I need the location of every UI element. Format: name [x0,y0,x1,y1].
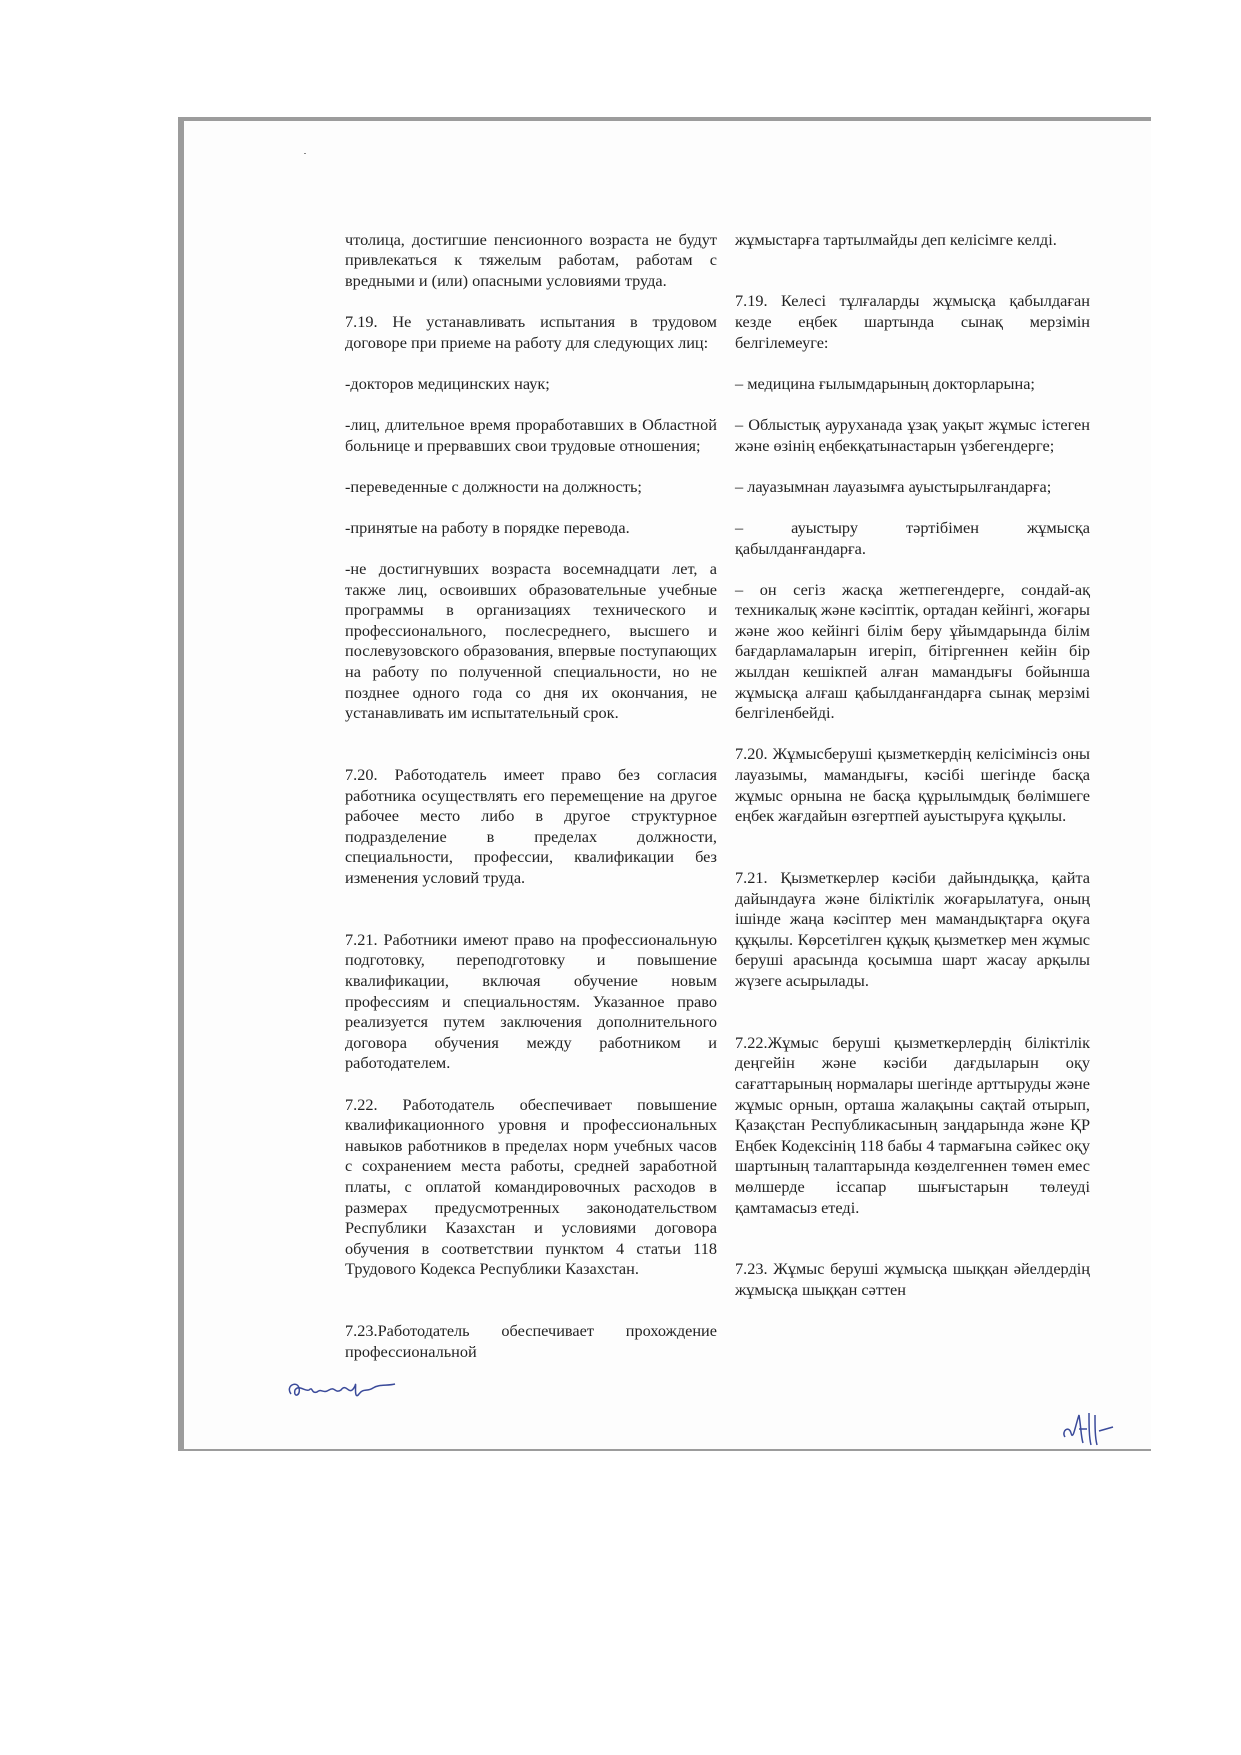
kz-paragraph-7-19: 7.19. Келесі тұлғаларды жұмысқа қабылдаған кезде еңбек шартында сынақ мерзімін белгілемеуге: [735,291,1090,352]
ru-list-item: -переведенные с должности на должность; [345,476,642,496]
kz-paragraph-7-20: 7.20. Жұмысберуші қызметкердің келісімінсіз оны лауазымы, мамандығы, кәсібі шегінде басқа жұмыс орнына не басқа құрылымдық бөлімшеге еңбек жағдайын өзгертпей ауыстыруға құқылы. [735,744,1090,826]
ru-paragraph-7-23: 7.23.Работодатель обеспечивает прохождение профессиональной [345,1321,717,1361]
kz-list-item: – он сегіз жасқа жетпегендерге, сондай-ақ техникалық және кәсіптік, ортадан кейінгі, жоғары және жоо кейінгі білім беру ұйымдарында білім бағдарламаларын игеріп, бітіргеннен кейін бір жылдан кешікпей алған мамандығы бойынша жұмысқа алғаш қабылданғандарға сынақ мерзімі белгіленбейді. [735,579,1090,723]
ru-paragraph-7-21: 7.21. Работники имеют право на профессиональную подготовку, переподготовку и повышение квалификации, включая обучение новым профессиям и специальностям. Указанное право реализуется путем заключения дополнительного договора обучения между работником и работодателем. [345,929,717,1073]
kz-list-item: – ауыстыру тәртібімен жұмысқа қабылданғандарға. [735,517,1090,558]
kz-list-item: – лауазымнан лауазымға ауыстырылғандарға; [735,476,1052,496]
kz-paragraph: жұмыстарға тартылмайды деп келісімге келді. [735,229,1057,249]
ru-paragraph-7-20: 7.20. Работодатель имеет право без согласия работника осуществлять его перемещение на другое рабочее место либо в другое структурное подразделение в пределах должности, специальности, профессии, квалификации без изменения условий труда. [345,765,717,887]
ru-paragraph-7-22: 7.22. Работодатель обеспечивает повышение квалификационного уровня и профессиональных навыков работников в пределах норм учебных часов с сохранением места работы, средней заработной платы, с оплатой командировочных расходов в размерах предусмотренных законодательством Республики Казахстан и условиями договора обучения в соответствии пунктом 4 статьи 118 Трудового Кодекса Республики Казахстан. [345,1094,717,1279]
kazakh-column [735,209,1090,1321]
russian-column [345,209,717,1383]
document-page [184,121,1151,1449]
ru-list-item: -не достигнувших возраста восемнадцати лет, а также лиц, освоивших образовательные учебные программы в организациях технического и профессионального, послесреднего, высшего и послевузовского образования, впервые поступающих на работу по полученной специальности, но не позднее одного года со дня их окончания, не устанавливать им испытательный срок. [345,559,717,723]
scan-speck [304,153,306,154]
ru-list-item: -принятые на работу в порядке перевода. [345,517,630,537]
ru-list-item: -лиц, длительное время проработавших в Областной больнице и прервавших свои трудовые отношения; [345,414,717,455]
ru-paragraph-7-19: 7.19. Не устанавливать испытания в трудовом договоре при приеме на работу для следующих лиц: [345,311,717,352]
kz-paragraph-7-23: 7.23. Жұмыс беруші жұмысқа шыққан әйелдердің жұмысқа шыққан сәттен [735,1259,1090,1299]
signature-right [1059,1407,1119,1451]
ru-list-item: -докторов медицинских наук; [345,373,550,393]
kz-list-item: – Облыстық ауруханада ұзақ уақыт жұмыс істеген және өзінің еңбекқатынастарын үзбегендерге; [735,414,1090,455]
ru-paragraph: чтолица, достигшие пенсионного возраста не будут привлекаться к тяжелым работам, работам с вредными и (или) опасными условиями труда. [345,229,717,290]
kz-list-item: – медицина ғылымдарының докторларына; [735,373,1035,393]
kz-paragraph-7-21: 7.21. Қызметкерлер кәсіби дайындыққа, қайта дайындауға және біліктілік жоғарылатуға, оның ішінде жаңа кәсіптер мен мамандықтарға оқуға құқылы. Көрсетілген құқық қызметкер мен жұмыс беруші арасында қосымша шарт жасау арқылы жүзеге асырылады. [735,868,1090,990]
kz-paragraph-7-22: 7.22.Жұмыс беруші қызметкерлердің біліктілік деңгейін және кәсіби дағдыларын оқу сағаттарының нормалары шегінде арттыруды және жұмыс орнын, орташа жалақыны сақтай отырып, Қазақстан Республикасының заңдарында және ҚР Еңбек Кодексінің 118 бабы 4 тармағына сәйкес оқу шартының талаптарында көзделгеннен төмен емес мөлшерде іссапар шығыстарын төлеуді қамтамасыз етеді. [735,1032,1090,1217]
signature-left [283,1368,403,1408]
